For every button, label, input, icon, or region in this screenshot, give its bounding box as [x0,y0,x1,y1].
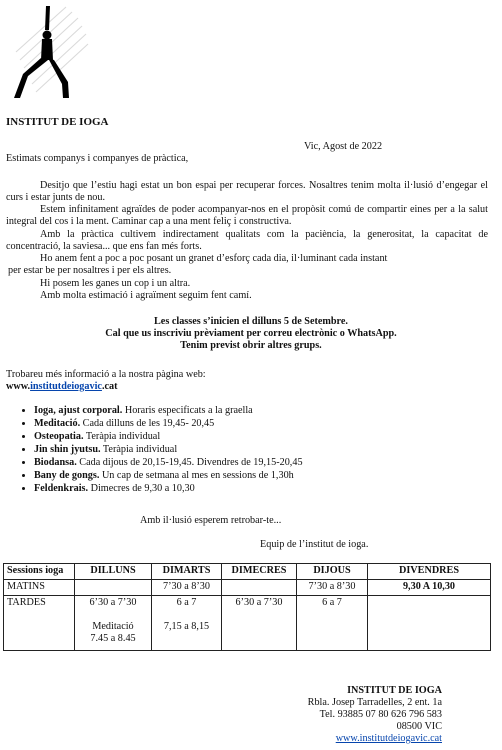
web-suffix: .cat [101,381,118,392]
paragraph-6: Amb molta estimació i agraïment seguim fent camí. [40,290,252,301]
service-detail: Horaris especificats a la graella [122,405,253,416]
paragraph-5: Hi posem les ganes un cop i un altra. [40,278,191,289]
cell: 9,30 A 10,30 [368,580,491,596]
list-item [34,444,303,457]
col-header: DILLUNS [75,564,152,580]
service-name: Ioga, ajust corporal. [34,405,123,416]
row-label: TARDES [4,596,75,651]
paragraph-1: Desitjo que l’estiu hagi estat un bon espai per recuperar forces. Nosaltres tenim molta il·lusió d’engegar el curs i estar junts de nou. [6,180,488,203]
announce-signup: Cal que us inscriviu prèviament per correu electrònic o WhatsApp. [105,328,397,339]
col-header: DIJOUS [297,564,368,580]
service-detail: Teràpia individual [100,444,178,455]
cell-line: Meditació [92,621,134,632]
services-list [20,405,303,496]
cell-line: 7.45 a 8.45 [90,633,136,644]
cell: 6’30 a 7’30 [222,596,297,651]
cell [368,596,491,651]
announce-groups: Tenim previst obrir altres grups. [180,340,322,351]
web-line [6,381,118,393]
list-item [34,470,303,483]
cell [75,580,152,596]
web-prefix: www. [6,381,31,392]
cell-line: 7,15 a 8,15 [163,621,210,632]
paragraph-4-cont: per estar be per nosaltres i per els altres. [8,265,172,276]
schedule-table [3,563,491,651]
cell [152,596,222,651]
service-detail: Dimecres de 9,30 a 10,30 [88,483,195,494]
web-intro: Trobareu més informació a la nostra pàgina web: [6,369,206,380]
list-item [34,418,303,431]
footer-phone: Tel. 93885 07 80 626 796 583 [319,709,442,720]
salutation: Estimats companys i companyes de pràctica, [6,153,189,164]
paragraph-4: Ho anem fent a poc a poc posant un granet d’esforç cada dia, il·luminant cada instant [40,253,388,264]
service-detail: Cada dijous de 20,15-19,45. Divendres de 19,15-20,45 [76,457,303,468]
cell [75,596,152,651]
table-header-row [4,564,491,580]
row-label: MATINS [4,580,75,596]
website-link[interactable]: institutdeiogavic [30,381,102,392]
footer-city: 08500 VIC [396,721,442,732]
paragraph-3: Amb la pràctica cultivem indirectament qualitats com la paciència, la generositat, la capacitat de concentració, la saviesa... que ens fan més forts. [6,229,488,252]
footer-website-link[interactable]: www.institutdeiogavic.cat [335,733,442,744]
service-name: Osteopatia. [34,431,84,442]
cell: 6 a 7 [297,596,368,651]
table-row [4,596,491,651]
service-name: Bany de gongs. [34,470,100,481]
announce-start: Les classes s’inicien el dilluns 5 de Setembre. [154,316,348,327]
institute-title: INSTITUT DE IOGA [6,116,109,128]
cell [222,580,297,596]
service-name: Biodansa. [34,457,77,468]
list-item [34,483,303,496]
service-detail: Un cap de setmana al mes en sessions de 1,30h [99,470,294,481]
service-name: Jin shin jyutsu. [34,444,101,455]
service-name: Meditació. [34,418,81,429]
service-name: Feldenkrais. [34,483,89,494]
col-header: Sessions ioga [4,564,75,580]
col-header: DIVENDRES [368,564,491,580]
letter-date: Vic, Agost de 2022 [304,141,383,152]
col-header: DIMECRES [222,564,297,580]
footer-contact [308,685,442,745]
service-detail: Teràpia individual [83,431,161,442]
cell: 7’30 a 8’30 [152,580,222,596]
list-item [34,457,303,470]
list-item [34,405,303,418]
yoga-pose-logo [6,2,92,102]
table-row [4,580,491,596]
closing-team: Equip de l’institut de ioga. [260,539,369,550]
list-item [34,431,303,444]
col-header: DIMARTS [152,564,222,580]
cell: 7’30 a 8’30 [297,580,368,596]
closing-hope: Amb il·lusió esperem retrobar-te... [140,515,282,526]
paragraph-2: Estem infinitament agraïdes de poder acompanyar-nos en el propòsit comú de compartir eines per a la salut integral del cos i la ment. Caminar cap a una ment feliç i constructiva. [6,204,488,227]
cell-line: 6’30 a 7’30 [89,597,137,608]
footer-name: INSTITUT DE IOGA [347,685,442,696]
cell-line: 6 a 7 [176,597,197,608]
service-detail: Cada dilluns de les 19,45- 20,45 [80,418,215,429]
footer-address: Rbla. Josep Tarradelles, 2 ent. 1a [307,697,442,708]
